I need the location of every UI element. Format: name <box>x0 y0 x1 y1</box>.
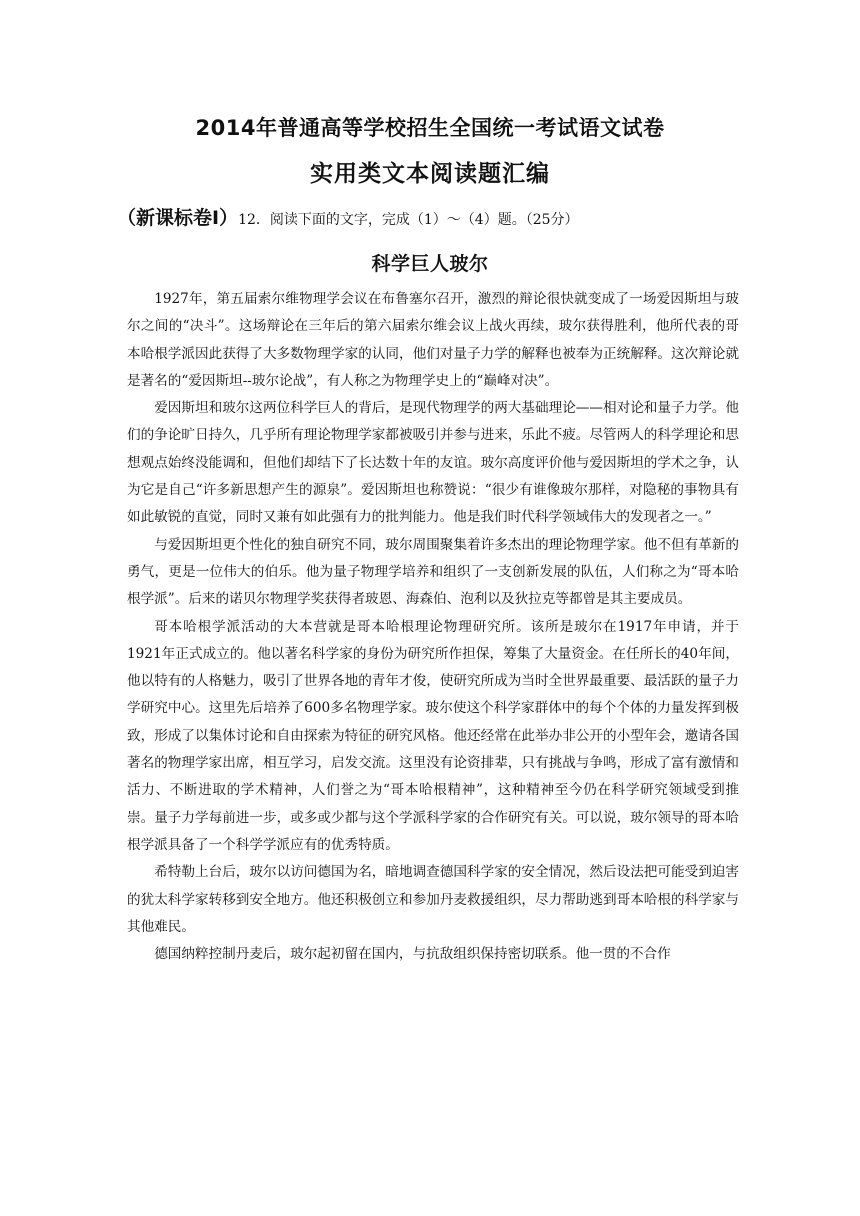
article-paragraph: 希特勒上台后，玻尔以访问德国为名，暗地调查德国科学家的安全情况，然后设法把可能受到迫害的犹太科学家转移到安全地方。他还积极创立和参加丹麦救援组织，尽力帮助逃到哥本哈根的科学家与其他难民。 <box>127 864 739 935</box>
article-paragraph: 与爱因斯坦更个性化的独自研究不同，玻尔周围聚集着许多杰出的理论物理学家。他不但有革新的勇气，更是一位伟大的伯乐。他为量子物理学培养和组织了一支创新发展的队伍，人们称之为“哥本哈根学派”。后来的诺贝尔物理学奖获得者玻恩、海森伯、泡利以及狄拉克等都曾是其主要成员。 <box>127 536 739 608</box>
paper-tag: （新课标卷Ⅰ） <box>117 207 239 229</box>
question-instruction <box>117 203 579 230</box>
article-paragraph: 德国纳粹控制丹麦后，玻尔起初留在国内，与抗敌组织保持密切联系。他一贯的不合作 <box>154 946 671 963</box>
question-text: 12．阅读下面的文字，完成（1）～（4）题。（25分） <box>238 212 579 228</box>
exam-title: 2014年普通高等学校招生全国统一考试语文试卷 <box>195 116 665 140</box>
article-body <box>127 286 739 968</box>
article-paragraph: 爱因斯坦和玻尔这两位科学巨人的背后，是现代物理学的两大基础理论——相对论和量子力学。他们的争论旷日持久，几乎所有理论物理学家都被吸引并参与进来，乐此不疲。尽管两人的科学理论和思想观点始终没能调和，但他们却结下了长达数十年的友谊。玻尔高度评价他与爱因斯坦的学术之争，认为它是自己“许多新思想产生的源泉”。爱因斯坦也称赞说：“很少有谁像玻尔那样，对隐秘的事物具有如此敏锐的直觉，同时又兼有如此强有力的批判能力。他是我们时代科学领域伟大的发现者之一。” <box>127 400 739 526</box>
article-title: 科学巨人玻尔 <box>371 253 489 275</box>
article-paragraph: 哥本哈根学派活动的大本营就是哥本哈根理论物理研究所。该所是玻尔在1917年申请，并于1921年正式成立的。他以著名科学家的身份为研究所作担保，筹集了大量资金。在任所长的40年间，他以特有的人格魅力，吸引了世界各地的青年才俊，使研究所成为当时全世界最重要、最活跃的量子力学研究中心。这里先后培养了600多名物理学家。玻尔使这个科学家群体中的每个个体的力量发挥到极致，形成了以集体讨论和自由探索为特征的研究风格。他还经常在此举办非公开的小型年会，邀请各国著名的物理学家出席，相互学习，启发交流。这里没有论资排辈，只有挑战与争鸣，形成了富有激情和活力、不断进取的学术精神，人们誉之为“哥本哈根精神”，这种精神至今仍在科学研究领域受到推崇。量子力学每前进一步，或多或少都与这个学派科学家的合作研究有关。可以说，玻尔领导的哥本哈根学派具备了一个科学学派应有的优秀特质。 <box>127 618 739 853</box>
section-title: 实用类文本阅读题汇编 <box>310 160 550 187</box>
article-paragraph: 1927年，第五届索尔维物理学会议在布鲁塞尔召开，激烈的辩论很快就变成了一场爱因斯坦与玻尔之间的“决斗”。这场辩论在三年后的第六届索尔维会议上战火再续，玻尔获得胜利，他所代表的哥本哈根学派因此获得了大多数物理学家的认同，他们对量子力学的解释也被奉为正统解释。这次辩论就是著名的“爱因斯坦--玻尔论战”，有人称之为物理学史上的“巅峰对决”。 <box>127 291 739 389</box>
